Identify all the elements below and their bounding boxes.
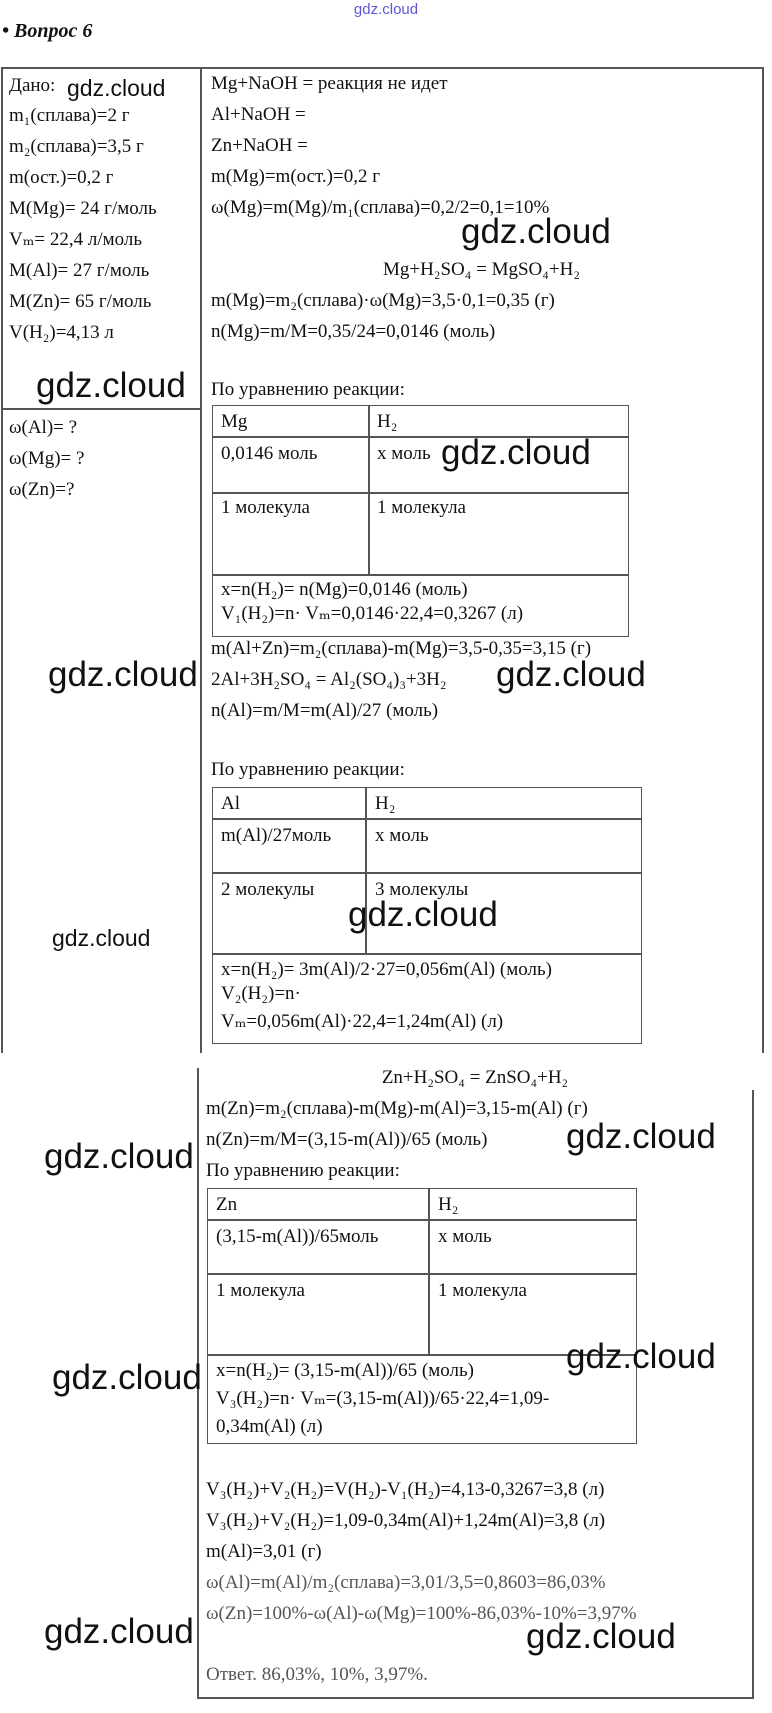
table-cell: Zn bbox=[216, 1194, 238, 1215]
solution-line: ω(Al)=m(Al)/m₂(сплава)=3,01/3,5=0,8603=86,03% bbox=[206, 1572, 606, 1593]
table-cell: H₂ bbox=[438, 1194, 459, 1215]
watermark: gdz.cloud bbox=[348, 895, 498, 934]
table-footer-line: V₁(H₂)=n· Vₘ=0,0146·22,4=0,3267 (л) bbox=[221, 603, 524, 624]
watermark: gdz.cloud bbox=[461, 212, 611, 251]
given-item: V(H₂)=4,13 л bbox=[9, 322, 114, 343]
watermark: gdz.cloud bbox=[441, 433, 591, 472]
watermark: gdz.cloud bbox=[526, 1617, 676, 1656]
given-label: Дано: bbox=[9, 75, 56, 96]
equation-mg: Mg+H₂SO₄ = MgSO₄+H₂ bbox=[383, 259, 580, 280]
table-cell: x моль bbox=[375, 825, 429, 846]
table-footer-line: Vₘ=0,056m(Al)·22,4=1,24m(Al) (л) bbox=[221, 1011, 504, 1032]
given-item: M(Zn)= 65 г/моль bbox=[9, 291, 152, 312]
watermark: gdz.cloud bbox=[48, 655, 198, 694]
by-equation-label: По уравнению реакции: bbox=[211, 379, 405, 400]
answer-line: Ответ. 86,03%, 10%, 3,97%. bbox=[206, 1664, 428, 1685]
watermark: gdz.cloud bbox=[44, 1137, 194, 1176]
table-footer-line: x=n(H₂)= 3m(Al)/2·27=0,056m(Al) (моль) bbox=[221, 959, 552, 980]
by-equation-label: По уравнению реакции: bbox=[206, 1160, 400, 1181]
table-cell: x моль bbox=[438, 1226, 492, 1247]
table-cell: 1 молекула bbox=[438, 1280, 527, 1301]
table-cell: H₂ bbox=[377, 411, 398, 432]
watermark: gdz.cloud bbox=[566, 1117, 716, 1156]
table-cell: 1 молекула bbox=[216, 1280, 305, 1301]
table-footer-line: V₂(H₂)=n· bbox=[221, 983, 301, 1004]
solution-line: Zn+NaOH = bbox=[211, 135, 308, 156]
given-item: m₁(сплава)=2 г bbox=[9, 105, 130, 126]
table-cell: 1 молекула bbox=[377, 497, 466, 518]
table-footer-line: V₃(H₂)=n· Vₘ=(3,15-m(Al))/65·22,4=1,09- bbox=[216, 1388, 550, 1409]
table-footer-line: x=n(H₂)= n(Mg)=0,0146 (моль) bbox=[221, 579, 468, 600]
given-item: Vₘ= 22,4 л/моль bbox=[9, 229, 143, 250]
solution-line: V₃(H₂)+V₂(H₂)=1,09-0,34m(Al)+1,24m(Al)=3,8 (л) bbox=[206, 1510, 606, 1531]
solution-line: ω(Zn)=100%-ω(Al)-ω(Mg)=100%-86,03%-10%=3,97% bbox=[206, 1603, 637, 1624]
solution-line: m(Al)=3,01 (г) bbox=[206, 1541, 322, 1562]
solution-line: n(Al)=m/M=m(Al)/27 (моль) bbox=[211, 700, 439, 721]
watermark: gdz.cloud bbox=[52, 925, 151, 951]
watermark: gdz.cloud bbox=[496, 655, 646, 694]
solution-line: m(Mg)=m₂(сплава)·ω(Mg)=3,5·0,1=0,35 (г) bbox=[211, 290, 555, 311]
solution-line: n(Zn)=m/M=(3,15-m(Al))/65 (моль) bbox=[206, 1129, 488, 1150]
find-item: ω(Al)= ? bbox=[9, 417, 78, 438]
table-cell: 3 молекулы bbox=[375, 879, 469, 900]
site-watermark-top[interactable]: gdz.cloud bbox=[353, 1, 419, 18]
solution-line: V₃(H₂)+V₂(H₂)=V(H₂)-V₁(H₂)=4,13-0,3267=3,8 (л) bbox=[206, 1479, 605, 1500]
given-item: M(Mg)= 24 г/моль bbox=[9, 198, 157, 219]
table-cell: 2 молекулы bbox=[221, 879, 315, 900]
table-cell: H₂ bbox=[375, 793, 396, 814]
solution-line: ω(Mg)=m(Mg)/m₁(сплава)=0,2/2=0,1=10% bbox=[211, 197, 550, 218]
given-item: m₂(сплава)=3,5 г bbox=[9, 136, 144, 157]
solution-line: m(Al+Zn)=m₂(сплава)-m(Mg)=3,5-0,35=3,15 (г) bbox=[211, 638, 592, 659]
table-cell: x моль bbox=[377, 443, 431, 464]
watermark: gdz.cloud bbox=[566, 1337, 716, 1376]
solution-line: n(Mg)=m/M=0,35/24=0,0146 (моль) bbox=[211, 321, 496, 342]
question-title: • Вопрос 6 bbox=[2, 20, 93, 42]
given-item: m(ост.)=0,2 г bbox=[9, 167, 114, 188]
table-cell: Al bbox=[221, 793, 240, 814]
solution-line: Mg+NaOH = реакция не идет bbox=[211, 73, 448, 94]
find-item: ω(Mg)= ? bbox=[9, 448, 85, 469]
solution-line: 2Al+3H₂SO₄ = Al₂(SO₄)₃+3H₂ bbox=[211, 669, 447, 690]
table-footer-line: 0,34m(Al) (л) bbox=[216, 1416, 323, 1437]
solution-line: Al+NaOH = bbox=[211, 104, 306, 125]
watermark: gdz.cloud bbox=[44, 1612, 194, 1651]
given-item: M(Al)= 27 г/моль bbox=[9, 260, 150, 281]
by-equation-label: По уравнению реакции: bbox=[211, 759, 405, 780]
table-zn bbox=[207, 1188, 637, 1444]
table-cell: Mg bbox=[221, 411, 248, 432]
table-cell: (3,15-m(Al))/65моль bbox=[216, 1226, 379, 1247]
table-cell: 0,0146 моль bbox=[221, 443, 318, 464]
solution-line: m(Zn)=m₂(сплава)-m(Mg)-m(Al)=3,15-m(Al) (г) bbox=[206, 1098, 588, 1119]
equation-zn: Zn+H₂SO₄ = ZnSO₄+H₂ bbox=[381, 1067, 569, 1088]
table-footer-line: x=n(H₂)= (3,15-m(Al))/65 (моль) bbox=[216, 1360, 474, 1381]
table-cell: m(Al)/27моль bbox=[221, 825, 332, 846]
solution-line: m(Mg)=m(ост.)=0,2 г bbox=[211, 166, 381, 187]
watermark: gdz.cloud bbox=[36, 366, 186, 405]
watermark: gdz.cloud bbox=[67, 75, 166, 101]
find-item: ω(Zn)=? bbox=[9, 479, 75, 500]
watermark: gdz.cloud bbox=[52, 1358, 202, 1397]
table-cell: 1 молекула bbox=[221, 497, 310, 518]
